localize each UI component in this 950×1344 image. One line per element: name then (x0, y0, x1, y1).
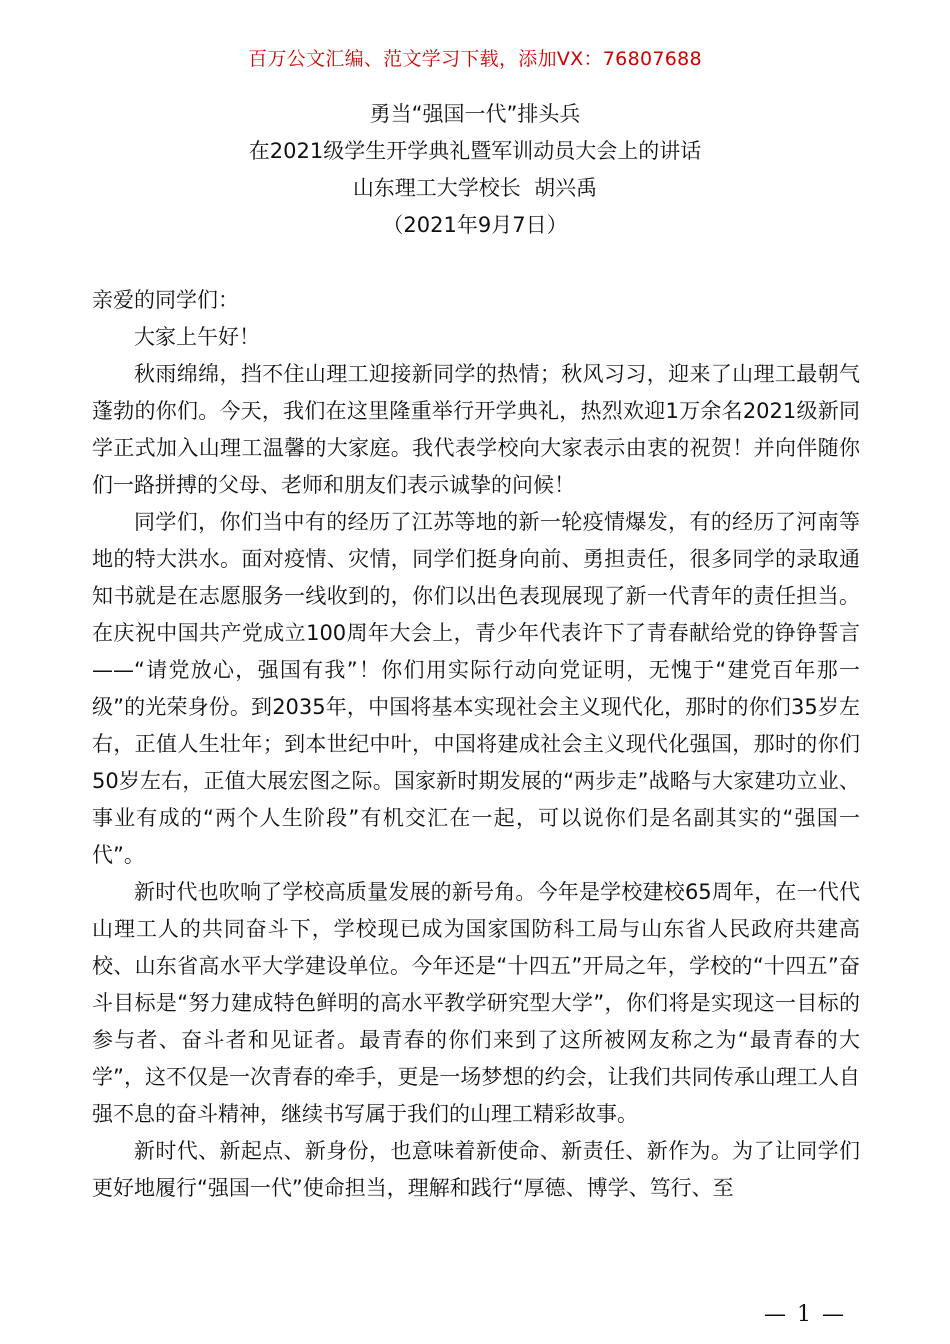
document-subtitle: 在2021级学生开学典礼暨军训动员大会上的讲话 (248, 139, 702, 163)
speech-date: （2021年9月7日） (382, 213, 568, 237)
salutation: 亲爱的同学们： (92, 288, 239, 312)
document-title: 勇当“强国一代”排头兵 (369, 102, 581, 126)
speaker-line: 山东理工大学校长 胡兴禹 (352, 176, 598, 200)
body-paragraph: 新时代、新起点、新身份，也意味着新使命、新责任、新作为。为了让同学们更好地履行“强国一代”使命担当，理解和践行“厚德、博学、笃行、至 (92, 1139, 860, 1200)
greeting: 大家上午好！ (134, 325, 260, 349)
body-paragraph: 秋雨绵绵，挡不住山理工迎接新同学的热情；秋风习习，迎来了山理工最朝气蓬勃的你们。今天，我们在这里隆重举行开学典礼，热烈欢迎1万余名2021级新同学正式加入山理工温馨的大家庭。我代表学校向大家表示由衷的祝贺！并向伴随你们一路拼搏的父母、老师和朋友们表示诚挚的问候！ (92, 362, 860, 497)
document-header (0, 96, 950, 244)
page-number: — 1 — (764, 1302, 846, 1327)
body-paragraph: 新时代也吹响了学校高质量发展的新号角。今年是学校建校65周年，在一代代山理工人的共同奋斗下，学校现已成为国家国防科工局与山东省人民政府共建高校、山东省高水平大学建设单位。今年还是“十四五”开局之年，学校的“十四五”奋斗目标是“努力建成特色鲜明的高水平教学研究型大学”，你们将是实现这一目标的参与者、奋斗者和见证者。最青春的你们来到了这所被网友称之为“最青春的大学”，这不仅是一次青春的牵手，更是一场梦想的约会，让我们共同传承山理工人自强不息的奋斗精神，继续书写属于我们的山理工精彩故事。 (92, 880, 860, 1126)
document-body (92, 282, 860, 1207)
body-paragraph: 同学们，你们当中有的经历了江苏等地的新一轮疫情爆发，有的经历了河南等地的特大洪水。面对疫情、灾情，同学们挺身向前、勇担责任，很多同学的录取通知书就是在志愿服务一线收到的，你们以出色表现展现了新一代青年的责任担当。在庆祝中国共产党成立100周年大会上，青少年代表许下了青春献给党的铮铮誓言——“请党放心，强国有我”！你们用实际行动向党证明，无愧于“建党百年那一级”的光荣身份。到2035年，中国将基本实现社会主义现代化，那时的你们35岁左右，正值人生壮年；到本世纪中叶，中国将建成社会主义现代化强国，那时的你们50岁左右，正值大展宏图之际。国家新时期发展的“两步走”战略与大家建功立业、事业有成的“两个人生阶段”有机交汇在一起，可以说你们是名副其实的“强国一代”。 (92, 510, 860, 867)
download-banner: 百万公文汇编、范文学习下载，添加VX：76807688 (248, 48, 702, 70)
